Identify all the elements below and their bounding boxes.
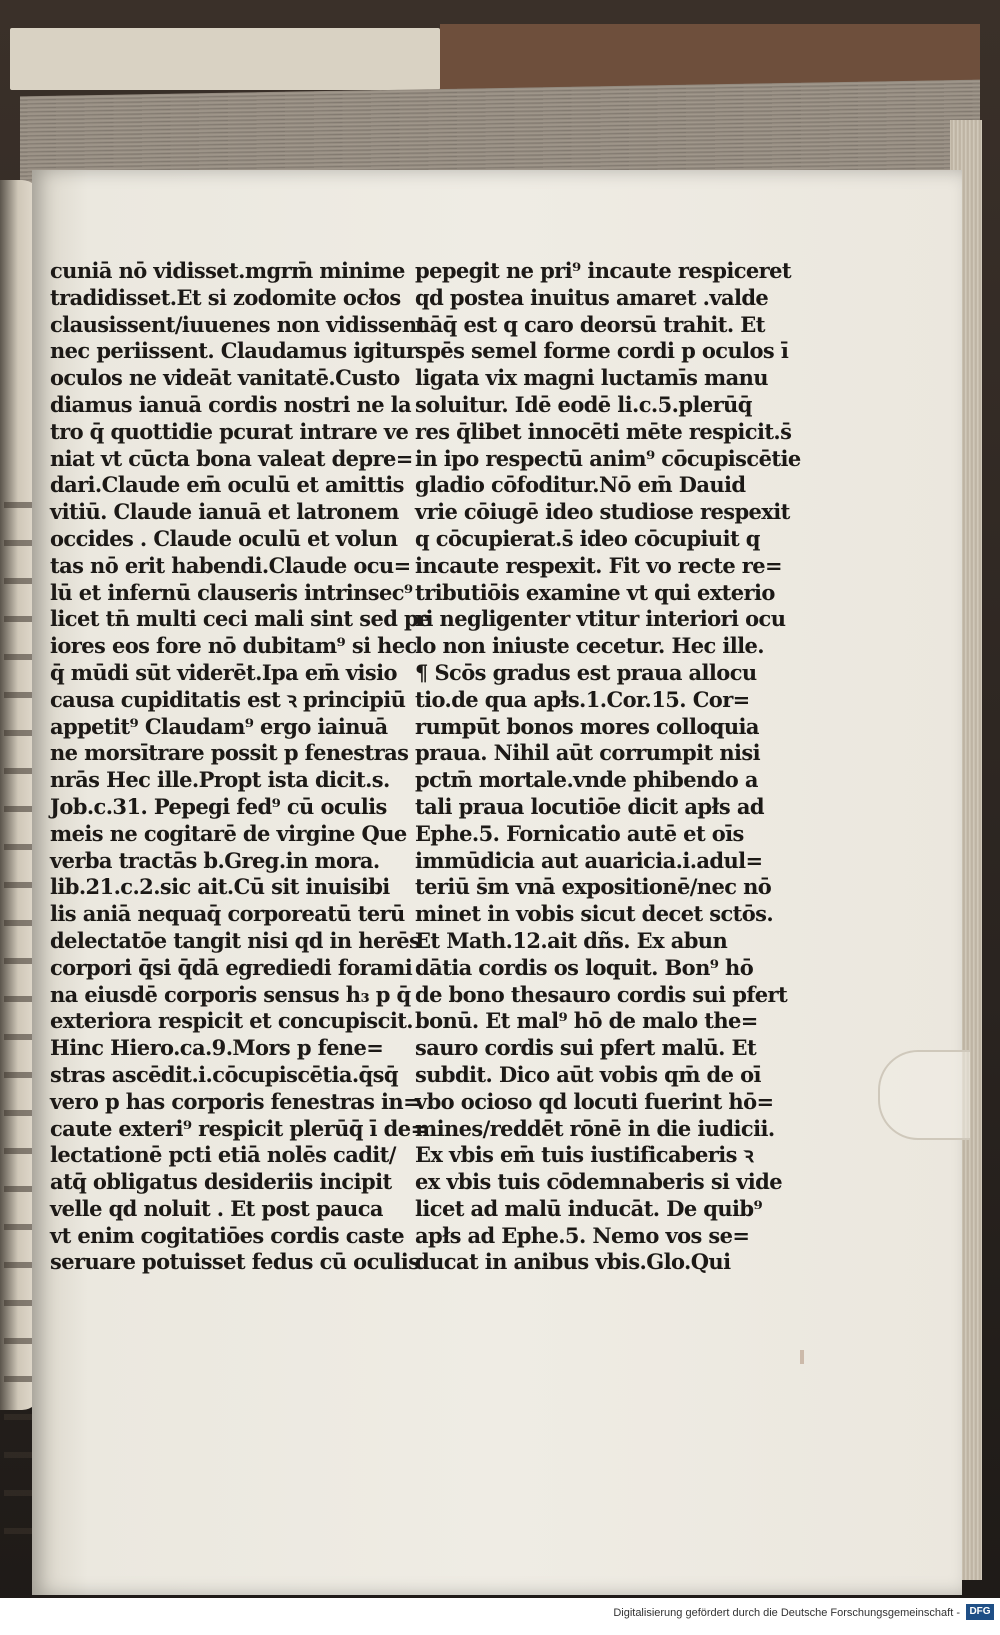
text-line: spēs semel forme cordi p oculos ī [415, 338, 789, 364]
text-line: meis ne cogitarē de virgine Que [50, 820, 407, 846]
text-line: q̄ mūdi sūt viderēt.Ipa em̄ visio [50, 659, 397, 685]
text-line: dātia cordis os loquit. Bon⁹ hō [415, 954, 754, 980]
text-line: ligata vix magni luctamīs manu [415, 365, 768, 391]
text-line: clausissent/iuuenes non vidissent [50, 311, 426, 337]
text-line: in ipo respectū anim⁹ cōcupiscētie [415, 445, 801, 471]
text-line: seruare potuisset fedus cū oculis [50, 1249, 420, 1275]
text-line: vbo ocioso qd locuti fuerint hō= [415, 1088, 774, 1114]
text-line: lectationē pcti etiā nolēs cadit/ [50, 1142, 396, 1168]
text-line: vero p has corporis fenestras in= [50, 1088, 421, 1114]
text-line: tas nō erit habendi.Claude ocu= [50, 552, 411, 578]
text-line: iores eos fore nō dubitam⁹ si hec [50, 633, 417, 659]
text-line: lo non iniuste cecetur. Hec ille. [415, 633, 764, 659]
text-line: sauro cordis sui pfert malū. Et [415, 1035, 757, 1061]
text-line: Et Math.12.ait dñs. Ex abun [415, 927, 728, 953]
text-line: lū et infernū clauseris intrinsec⁹ [50, 579, 413, 605]
text-line: bonū. Et mal⁹ hō de malo the= [415, 1008, 758, 1034]
text-line: Hinc Hiero.ca.9.Mors p fene= [50, 1035, 384, 1061]
page-clip [878, 1050, 970, 1140]
text-line: rumpūt bonos mores colloquia [415, 713, 759, 739]
text-line: gladio cōfoditur.Nō em̄ Dauid [415, 472, 746, 498]
text-line: lis aniā nequaq̄ corporeatū terū [50, 901, 405, 927]
text-line: soluitur. Idē eodē li.c.5.plerūq̄ [415, 391, 752, 417]
text-line: corpori q̄si q̄dā egrediedi forami [50, 954, 413, 980]
text-line: cuniā nō vidisset.mgrm̄ minime [50, 258, 405, 283]
text-line: lib.21.c.2.sic ait.Cū sit inuisibi [50, 874, 390, 900]
text-line: pepegit ne pri⁹ incaute respiceret [415, 258, 791, 283]
text-line: praua. Nihil aūt corrumpit nisi [415, 740, 760, 766]
dfg-logo: DFG [966, 1604, 994, 1620]
text-line: dari.Claude em̄ oculū et amittis [50, 472, 404, 498]
text-line: caute exteri⁹ respicit plerūq̄ ī de= [50, 1115, 428, 1141]
text-line: stras ascēdit.i.cōcupiscētia.q̄sq̄ [50, 1061, 398, 1087]
text-line: vrie cōiugē ideo studiose respexit [415, 499, 790, 525]
text-line: tali praua locutiōe dicit apłs ad [415, 793, 764, 819]
text-line: Ephe.5. Fornicatio autē et oīs [415, 820, 744, 846]
text-line: res q̄libet innocēti mēte respicit.s̄ [415, 418, 792, 444]
left-text-column [50, 258, 431, 1276]
text-line: oculos ne videāt vanitatē.Custo [50, 365, 400, 391]
text-line: immūdicia aut auaricia.i.adul= [415, 847, 763, 873]
text-line: appetit⁹ Claudam⁹ ergo iainuā [50, 713, 388, 739]
text-line: pctm̄ mortale.vnde phibendo a [415, 767, 758, 793]
text-line: exteriora respicit et concupiscit. [50, 1008, 414, 1034]
text-line: ex vbis tuis cōdemnaberis si vide [415, 1169, 782, 1195]
right-text-column [415, 258, 801, 1276]
text-line: de bono thesauro cordis sui pfert [415, 981, 788, 1007]
text-line: niat vt cūcta bona valeat depre= [50, 445, 413, 471]
text-line: licet tn̄ multi ceci mali sint sed pe [50, 606, 431, 632]
text-line: ducat in anibus vbis.Glo.Qui [415, 1249, 731, 1275]
text-line: tributiōis examine vt qui exterio [415, 579, 775, 605]
text-line: velle qd noluit . Et post pauca [50, 1195, 383, 1221]
text-line: diamus ianuā cordis nostri ne la [50, 391, 412, 417]
text-line: nāq̄ est q caro deorsū trahit. Et [415, 311, 765, 337]
text-line: delectatōe tangit nisi qd in herēs [50, 927, 421, 953]
text-line: ne morsītrare possit p fenestras [50, 740, 409, 766]
text-line: qd postea inuitus amaret .valde [415, 284, 769, 310]
text-line: vitiū. Claude ianuā et latronem [50, 499, 399, 525]
text-line: nrās Hec ille.Propt ista dicit.s. [50, 767, 390, 793]
page-stain [800, 1350, 804, 1364]
text-line: causa cupiditatis est ꝛ principiū [50, 686, 406, 712]
text-line: Job.c.31. Pepegi fed⁹ cū oculis [50, 793, 387, 819]
footer-bar [0, 1598, 1000, 1635]
text-line: subdit. Dico aūt vobis qm̄ de oī [415, 1061, 761, 1087]
text-line: tio.de qua apłs.1.Cor.15. Cor= [415, 686, 750, 712]
text-line: na eiusdē corporis sensus h₃ p q̄ [50, 981, 411, 1007]
text-line: apłs ad Ephe.5. Nemo vos se= [415, 1222, 750, 1248]
text-line: minet in vobis sicut decet sctōs. [415, 901, 774, 927]
text-line: atq̄ obligatus desideriis incipit [50, 1169, 392, 1195]
text-line: incaute respexit. Fit vo recte re= [415, 552, 783, 578]
text-line: licet ad malū inducāt. De quib⁹ [415, 1195, 763, 1221]
text-line: vt enim cogitatiōes cordis caste [50, 1222, 405, 1248]
text-line: tradidisset.Et si zodomite ocłos [50, 284, 401, 310]
text-line: teriū s̄m vnā expositionē/nec nō [415, 874, 772, 900]
text-line: verba tractās b.Greg.in mora. [50, 847, 380, 873]
text-line: nec periissent. Claudamus igitur [50, 338, 417, 364]
text-line: ri negligenter vtitur interiori ocu [415, 606, 786, 632]
text-line: occides . Claude oculū et volun [50, 525, 398, 551]
text-line: ¶ Scōs gradus est praua allocu [415, 659, 757, 685]
book-top-edge [10, 28, 440, 90]
text-line: q cōcupierat.s̄ ideo cōcupiuit q [415, 525, 760, 551]
text-line: Ex vbis em̄ tuis iustificaberis ꝛ [415, 1142, 753, 1168]
text-line: tro q̄ quottidie pcurat intrare ve [50, 418, 409, 444]
footer-credit: Digitalisierung gefördert durch die Deutsche Forschungsgemeinschaft - [613, 1607, 960, 1619]
text-line: mines/reddēt rōnē in die iudicii. [415, 1115, 775, 1141]
